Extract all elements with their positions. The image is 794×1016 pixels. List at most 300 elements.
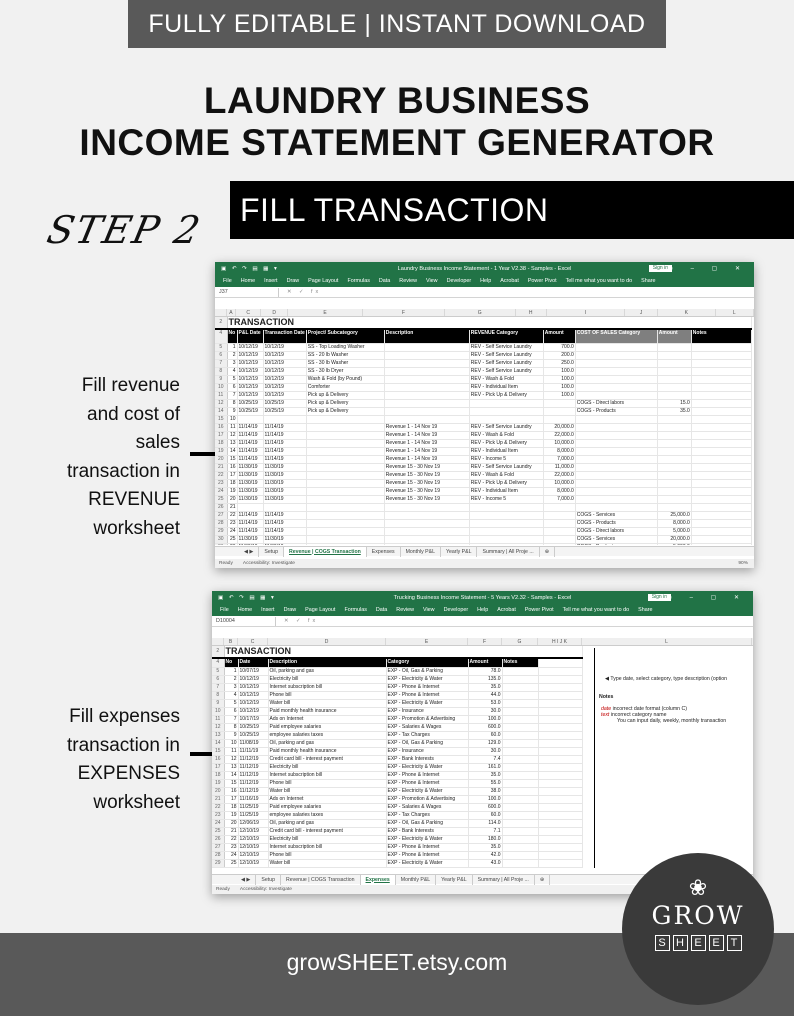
ribbon-tab[interactable]: Help: [480, 278, 492, 284]
cell[interactable]: EXP - Bank Interests: [386, 755, 468, 763]
cell[interactable]: [502, 819, 538, 827]
cell[interactable]: 35.0: [468, 771, 502, 779]
cell[interactable]: Paid monthly health insurance: [268, 747, 386, 755]
cell[interactable]: [469, 407, 543, 415]
cell[interactable]: 11/14/19: [237, 519, 263, 527]
cell[interactable]: [538, 683, 582, 691]
cell[interactable]: 12/10/19: [238, 843, 268, 851]
cell[interactable]: [384, 367, 469, 375]
cell[interactable]: [538, 771, 582, 779]
cell[interactable]: [691, 479, 751, 487]
cell[interactable]: 15: [227, 455, 237, 463]
tab-nav-icon[interactable]: ◀ ▶: [236, 875, 256, 885]
cell[interactable]: 7: [224, 715, 238, 723]
ribbon-tab[interactable]: Tell me what you want to do: [562, 607, 630, 613]
cell[interactable]: [237, 415, 263, 423]
cell[interactable]: REV - Wash & Fold: [469, 471, 543, 479]
ribbon-tab[interactable]: File: [220, 607, 229, 613]
cell[interactable]: 100.0: [543, 375, 575, 383]
cell[interactable]: [502, 795, 538, 803]
column-header[interactable]: F: [363, 309, 445, 316]
cell[interactable]: [575, 423, 657, 431]
window-controls-icon[interactable]: ▭ – ▢ ✕: [666, 595, 747, 601]
cell[interactable]: 5: [224, 699, 238, 707]
cell[interactable]: [263, 415, 306, 423]
cell[interactable]: REV - Individual Item: [469, 447, 543, 455]
cell[interactable]: 22: [227, 511, 237, 519]
cell[interactable]: [691, 487, 751, 495]
cell[interactable]: 12: [224, 755, 238, 763]
cell[interactable]: 11/14/19: [263, 431, 306, 439]
cell[interactable]: [691, 463, 751, 471]
cell[interactable]: 30.0: [468, 707, 502, 715]
cell[interactable]: Revenue 1 - 14 Nov 19: [384, 447, 469, 455]
cell[interactable]: [384, 407, 469, 415]
cell[interactable]: [502, 787, 538, 795]
cell[interactable]: 10/12/19: [263, 383, 306, 391]
cell[interactable]: 3: [224, 683, 238, 691]
cell[interactable]: 9: [224, 731, 238, 739]
cell[interactable]: [691, 415, 751, 423]
cell[interactable]: [306, 511, 384, 519]
cell[interactable]: [502, 691, 538, 699]
cell[interactable]: [538, 667, 582, 675]
cell[interactable]: SS - 30 lb Dryer: [306, 367, 384, 375]
cell[interactable]: [502, 731, 538, 739]
cell[interactable]: EXP - Phone & Internet: [386, 779, 468, 787]
cell[interactable]: COGS - Services: [575, 511, 657, 519]
cell[interactable]: 6: [224, 707, 238, 715]
cell[interactable]: [691, 527, 751, 535]
cell[interactable]: 700.0: [543, 343, 575, 351]
cell[interactable]: [575, 447, 657, 455]
cell[interactable]: [502, 707, 538, 715]
cell[interactable]: 10/12/19: [238, 683, 268, 691]
cell[interactable]: 11/14/19: [263, 527, 306, 535]
cell[interactable]: [263, 543, 306, 545]
cell[interactable]: 12/06/19: [238, 819, 268, 827]
cell[interactable]: 11/14/19: [237, 439, 263, 447]
cell[interactable]: EXP - Promotion & Advertising: [386, 715, 468, 723]
cell[interactable]: 100.0: [543, 391, 575, 399]
cell[interactable]: [575, 367, 657, 375]
cell[interactable]: 21: [224, 827, 238, 835]
sheet-tab[interactable]: Expenses: [361, 875, 396, 885]
cell[interactable]: 11: [224, 747, 238, 755]
cell[interactable]: [502, 843, 538, 851]
cell[interactable]: 10/12/19: [237, 367, 263, 375]
cell[interactable]: Paid monthly health insurance: [268, 707, 386, 715]
cell[interactable]: REV - Self Service Laundry: [469, 423, 543, 431]
ribbon-tab[interactable]: Data: [378, 278, 391, 284]
cell[interactable]: [538, 675, 582, 683]
cell[interactable]: 8: [224, 723, 238, 731]
ribbon-tab[interactable]: View: [425, 278, 438, 284]
cell[interactable]: 11/30/19: [237, 535, 263, 543]
cell[interactable]: [543, 511, 575, 519]
sheet-tab[interactable]: Setup: [259, 547, 284, 557]
tab-nav-icon[interactable]: ◀ ▶: [239, 547, 259, 557]
cell[interactable]: [575, 375, 657, 383]
cell[interactable]: 35.0: [657, 407, 691, 415]
cell[interactable]: 11/14/19: [263, 511, 306, 519]
cell[interactable]: EXP - Oil, Gas & Parking: [386, 819, 468, 827]
cell[interactable]: [543, 519, 575, 527]
cell[interactable]: REV - Pick Up & Delivery: [469, 479, 543, 487]
cell[interactable]: [502, 755, 538, 763]
column-header[interactable]: G: [502, 638, 538, 645]
cell[interactable]: [306, 479, 384, 487]
cell[interactable]: Wash & Fold (by Pound): [306, 375, 384, 383]
cell[interactable]: EXP - Electricity & Water: [386, 675, 468, 683]
sheet-tab[interactable]: Revenue | COGS Transaction: [284, 547, 367, 557]
ribbon-tab[interactable]: Review: [399, 278, 417, 284]
cell[interactable]: [306, 519, 384, 527]
cell[interactable]: [538, 731, 582, 739]
column-header[interactable]: A: [227, 309, 237, 316]
cell[interactable]: 7.4: [468, 755, 502, 763]
cell[interactable]: [384, 391, 469, 399]
cell[interactable]: Water bill: [268, 859, 386, 867]
cell[interactable]: [502, 779, 538, 787]
cell[interactable]: 11/14/19: [263, 439, 306, 447]
cell[interactable]: REV - Individual Item: [469, 383, 543, 391]
cell[interactable]: [691, 535, 751, 543]
sheet-tab[interactable]: Setup: [256, 875, 281, 885]
cell[interactable]: [538, 691, 582, 699]
cell[interactable]: REV - Pick Up & Delivery: [469, 439, 543, 447]
cell[interactable]: 8,000.0: [657, 519, 691, 527]
cell[interactable]: [575, 455, 657, 463]
cell[interactable]: Pick up & Delivery: [306, 391, 384, 399]
cell[interactable]: 10/12/19: [238, 675, 268, 683]
cell[interactable]: [575, 351, 657, 359]
cell[interactable]: [575, 503, 657, 511]
status-accessibility[interactable]: Accessibility: Investigate: [242, 561, 295, 566]
cell[interactable]: 16: [227, 463, 237, 471]
cell[interactable]: [691, 519, 751, 527]
column-header[interactable]: G: [445, 309, 516, 316]
cell[interactable]: [538, 811, 582, 819]
cell[interactable]: 10/12/19: [238, 707, 268, 715]
add-sheet-icon[interactable]: ⊕: [540, 547, 555, 557]
cell[interactable]: [543, 527, 575, 535]
cell[interactable]: [502, 739, 538, 747]
cell[interactable]: 200.0: [543, 351, 575, 359]
cell[interactable]: 250.0: [543, 359, 575, 367]
cell[interactable]: [502, 715, 538, 723]
cell[interactable]: Phone bill: [268, 851, 386, 859]
sheet-tab[interactable]: Revenue | COGS Transaction: [281, 875, 361, 885]
zoom-level[interactable]: 90%: [738, 561, 748, 566]
cell[interactable]: 114.0: [468, 819, 502, 827]
cell[interactable]: REV - Income 5: [469, 455, 543, 463]
cell[interactable]: [384, 519, 469, 527]
cell[interactable]: [657, 455, 691, 463]
column-header[interactable]: B: [224, 638, 238, 645]
cell[interactable]: 11/30/19: [237, 487, 263, 495]
cell[interactable]: 23: [224, 843, 238, 851]
ribbon-tab[interactable]: Page Layout: [308, 278, 339, 284]
cell[interactable]: 4: [224, 691, 238, 699]
sign-in-button[interactable]: Sign in: [648, 594, 671, 601]
cell[interactable]: [502, 723, 538, 731]
footer-url[interactable]: growSHEET.etsy.com: [286, 949, 508, 975]
ribbon-tab[interactable]: Acrobat: [497, 607, 516, 613]
cell[interactable]: [657, 343, 691, 351]
cell[interactable]: [502, 803, 538, 811]
cell[interactable]: [691, 503, 751, 511]
cell[interactable]: [575, 415, 657, 423]
ribbon-tab[interactable]: Review: [396, 607, 414, 613]
cell[interactable]: 42.0: [468, 851, 502, 859]
cell[interactable]: [237, 543, 263, 545]
cell[interactable]: 3: [227, 359, 237, 367]
cell[interactable]: REV - Self Service Laundry: [469, 359, 543, 367]
cell[interactable]: [657, 423, 691, 431]
cell[interactable]: 10/12/19: [263, 359, 306, 367]
cell[interactable]: 10/12/19: [263, 375, 306, 383]
column-header[interactable]: F: [468, 638, 502, 645]
cell[interactable]: 11/30/19: [237, 463, 263, 471]
cell[interactable]: [691, 543, 751, 545]
cell[interactable]: 78.0: [468, 667, 502, 675]
sign-in-button[interactable]: Sign in: [649, 265, 672, 272]
cell[interactable]: 11/12/19: [238, 771, 268, 779]
cell[interactable]: 180.0: [468, 835, 502, 843]
cell[interactable]: 12/10/19: [238, 851, 268, 859]
cell[interactable]: 6: [227, 383, 237, 391]
cell[interactable]: [538, 803, 582, 811]
column-header[interactable]: H: [516, 309, 547, 316]
cell[interactable]: 11/25/19: [238, 811, 268, 819]
cell[interactable]: EXP - Electricity & Water: [386, 787, 468, 795]
cell[interactable]: [691, 399, 751, 407]
cell[interactable]: Pick up & Delivery: [306, 407, 384, 415]
cell[interactable]: EXP - Salaries & Wages: [386, 803, 468, 811]
cell[interactable]: [575, 391, 657, 399]
column-header[interactable]: I: [547, 309, 626, 316]
cell[interactable]: [657, 503, 691, 511]
cell[interactable]: REV - Individual Item: [469, 487, 543, 495]
cell[interactable]: [469, 511, 543, 519]
cell[interactable]: [538, 843, 582, 851]
cell[interactable]: 35.0: [468, 843, 502, 851]
cell[interactable]: Paid employee salaries: [268, 803, 386, 811]
cell[interactable]: 16: [224, 787, 238, 795]
cell[interactable]: [306, 447, 384, 455]
quick-access-icons[interactable]: ▣ ↶ ↷ ▤ ▦ ▾: [218, 594, 276, 601]
cell[interactable]: [657, 383, 691, 391]
cell[interactable]: [543, 503, 575, 511]
cell[interactable]: [538, 851, 582, 859]
cell[interactable]: [538, 739, 582, 747]
cell[interactable]: [657, 359, 691, 367]
cell[interactable]: Oil, parking and gas: [268, 667, 386, 675]
cell[interactable]: 11/16/19: [238, 795, 268, 803]
cell[interactable]: 5: [227, 375, 237, 383]
cell[interactable]: [575, 439, 657, 447]
cell[interactable]: 11/25/19: [238, 803, 268, 811]
cell[interactable]: 11/14/19: [263, 447, 306, 455]
cell[interactable]: 12/10/19: [238, 835, 268, 843]
cell[interactable]: 60.0: [468, 731, 502, 739]
cell[interactable]: 11/12/19: [238, 779, 268, 787]
cell[interactable]: [502, 859, 538, 867]
cell[interactable]: [538, 827, 582, 835]
cell[interactable]: 7,000.0: [543, 455, 575, 463]
cell[interactable]: [306, 455, 384, 463]
cell[interactable]: 7,000.0: [543, 495, 575, 503]
cell[interactable]: 25,000.0: [657, 511, 691, 519]
cell[interactable]: EXP - Phone & Internet: [386, 691, 468, 699]
cell[interactable]: [502, 827, 538, 835]
cell[interactable]: 11/14/19: [263, 455, 306, 463]
cell[interactable]: 10: [227, 415, 237, 423]
cell[interactable]: 10/25/19: [237, 407, 263, 415]
cell[interactable]: 8,000.0: [543, 447, 575, 455]
column-header[interactable]: L: [582, 638, 752, 645]
cell[interactable]: [691, 375, 751, 383]
cell[interactable]: EXP - Electricity & Water: [386, 699, 468, 707]
cell[interactable]: 10/07/19: [238, 667, 268, 675]
cell[interactable]: 10/12/19: [263, 367, 306, 375]
ribbon-tab[interactable]: Power Pivot: [527, 278, 557, 284]
cell[interactable]: Revenue 15 - 30 Nov 19: [384, 463, 469, 471]
cell[interactable]: Revenue 15 - 30 Nov 19: [384, 479, 469, 487]
cell[interactable]: EXP - Tax Charges: [386, 731, 468, 739]
cell[interactable]: [657, 543, 691, 545]
cell[interactable]: Credit card bill - interest payment: [268, 827, 386, 835]
cell[interactable]: [469, 399, 543, 407]
cell[interactable]: 22,000.0: [543, 471, 575, 479]
cell[interactable]: [691, 495, 751, 503]
column-header[interactable]: E: [386, 638, 468, 645]
ribbon-tab[interactable]: Acrobat: [500, 278, 519, 284]
cell[interactable]: 15.0: [657, 399, 691, 407]
column-header[interactable]: K: [658, 309, 716, 316]
cell[interactable]: Paid employee salaries: [268, 723, 386, 731]
cell[interactable]: [691, 455, 751, 463]
cell[interactable]: [538, 787, 582, 795]
cell[interactable]: Oil, parking and gas: [268, 819, 386, 827]
cell[interactable]: 44.0: [468, 691, 502, 699]
sheet-tab[interactable]: Monthly P&L: [401, 547, 441, 557]
cell[interactable]: 11/30/19: [263, 495, 306, 503]
cell[interactable]: employee salaries taxes: [268, 731, 386, 739]
cell[interactable]: [469, 527, 543, 535]
cell[interactable]: 600.0: [468, 723, 502, 731]
ribbon-tab[interactable]: Tell me what you want to do: [565, 278, 633, 284]
sheet-tab[interactable]: Summary | All Proje ...: [477, 547, 539, 557]
cell[interactable]: EXP - Phone & Internet: [386, 771, 468, 779]
cell[interactable]: [538, 763, 582, 771]
cell[interactable]: 35.0: [468, 683, 502, 691]
name-box[interactable]: J37: [219, 288, 279, 297]
cell[interactable]: 2: [227, 351, 237, 359]
sheet-tab[interactable]: Monthly P&L: [396, 875, 436, 885]
cell[interactable]: 11/12/19: [238, 763, 268, 771]
cell[interactable]: 11/30/19: [263, 479, 306, 487]
cell[interactable]: REV - Self Service Laundry: [469, 351, 543, 359]
cell[interactable]: [306, 527, 384, 535]
ribbon-tab[interactable]: Power Pivot: [524, 607, 554, 613]
cell[interactable]: [502, 747, 538, 755]
cell[interactable]: 10/25/19: [263, 407, 306, 415]
cell[interactable]: REV - Wash & Fold: [469, 431, 543, 439]
ribbon-tab[interactable]: Draw: [283, 607, 297, 613]
cell[interactable]: [657, 495, 691, 503]
cell[interactable]: [469, 503, 543, 511]
ribbon-tab[interactable]: Help: [477, 607, 489, 613]
cell[interactable]: [575, 431, 657, 439]
cell[interactable]: employee salaries taxes: [268, 811, 386, 819]
cell[interactable]: [657, 479, 691, 487]
cell[interactable]: 11/14/19: [237, 431, 263, 439]
cell[interactable]: 12/10/19: [238, 859, 268, 867]
cell[interactable]: [691, 351, 751, 359]
cell[interactable]: [384, 343, 469, 351]
cell[interactable]: 25: [227, 535, 237, 543]
cell[interactable]: EXP - Oil, Gas & Parking: [386, 739, 468, 747]
cell[interactable]: 10/12/19: [237, 375, 263, 383]
cell[interactable]: 11,000.0: [543, 463, 575, 471]
cell[interactable]: 11/30/19: [237, 495, 263, 503]
cell[interactable]: [538, 699, 582, 707]
cell[interactable]: Credit card bill - interest payment: [268, 755, 386, 763]
sheet-tab[interactable]: Expenses: [367, 547, 401, 557]
cell[interactable]: 10/12/19: [263, 351, 306, 359]
cell[interactable]: 135.0: [468, 675, 502, 683]
cell[interactable]: [575, 495, 657, 503]
cell[interactable]: 100.0: [543, 383, 575, 391]
cell[interactable]: Revenue 1 - 14 Nov 19: [384, 423, 469, 431]
cell[interactable]: COGS - Products: [575, 519, 657, 527]
cell[interactable]: [543, 415, 575, 423]
cell[interactable]: 7.1: [468, 827, 502, 835]
cell[interactable]: SS - 20 lb Washer: [306, 351, 384, 359]
cell[interactable]: 11/30/19: [263, 471, 306, 479]
cell[interactable]: 21: [227, 503, 237, 511]
cell[interactable]: Electricity bill: [268, 675, 386, 683]
cell[interactable]: [384, 351, 469, 359]
column-header[interactable]: H I J K: [538, 638, 582, 645]
cell[interactable]: [543, 407, 575, 415]
cell[interactable]: [691, 359, 751, 367]
cell[interactable]: [657, 391, 691, 399]
cell[interactable]: EXP - Tax Charges: [386, 811, 468, 819]
cell[interactable]: 24: [227, 527, 237, 535]
ribbon-tab[interactable]: Insert: [264, 278, 278, 284]
cell[interactable]: Revenue 15 - 30 Nov 19: [384, 495, 469, 503]
cell[interactable]: 20: [224, 819, 238, 827]
cell[interactable]: 23: [227, 519, 237, 527]
cell[interactable]: 12: [227, 431, 237, 439]
cell[interactable]: 17: [224, 795, 238, 803]
cell[interactable]: [691, 343, 751, 351]
cell[interactable]: 10/25/19: [238, 731, 268, 739]
cell[interactable]: 10/12/19: [238, 691, 268, 699]
cell[interactable]: 19: [224, 811, 238, 819]
cell[interactable]: [384, 415, 469, 423]
cell[interactable]: 7: [227, 391, 237, 399]
cell[interactable]: [691, 439, 751, 447]
cell[interactable]: 10/25/19: [263, 399, 306, 407]
cell[interactable]: 600.0: [468, 803, 502, 811]
cell[interactable]: [306, 495, 384, 503]
cell[interactable]: 11/14/19: [237, 447, 263, 455]
cell[interactable]: 14: [224, 771, 238, 779]
